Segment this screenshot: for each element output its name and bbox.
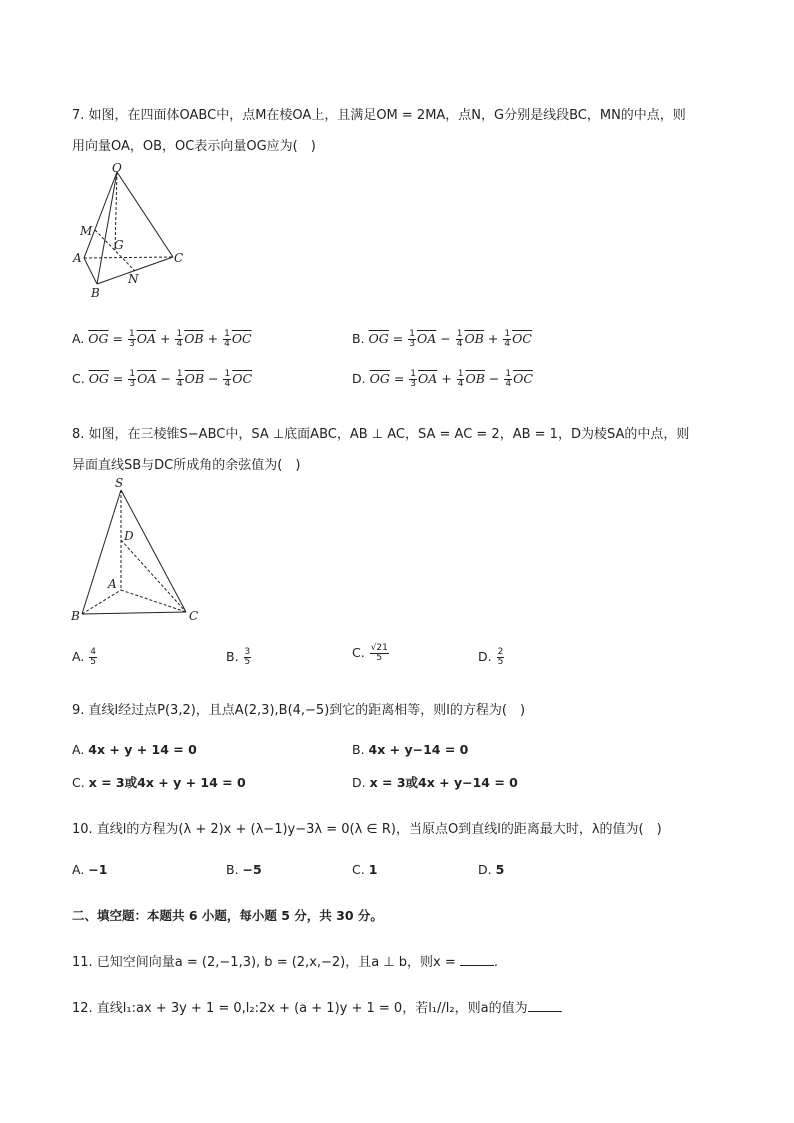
label-A: A xyxy=(108,577,117,591)
q7-tetrahedron-figure xyxy=(70,160,195,305)
q7-option-d[interactable]: D. $\overline{OG}$ = $\frac{1}{3}$ $\overline{OA}$ + $\frac{1}{4}$ $\overline{OB}$ − $\frac{1}{4}$ $\overline{OC}$ xyxy=(352,369,533,389)
q9-option-c[interactable]: C. x = 3或4x + y + 14 = 0 xyxy=(72,775,246,790)
q12-stem: 12. 直线l₁:ax + 3y + 1 = 0,l₂:2x + (a + 1)y + 1 = 0，若l₁//l₂，则a的值为 xyxy=(72,997,562,1016)
label-N: N xyxy=(128,272,139,286)
q7-stem-line1: 7. 如图，在四面体OABC中，点M在棱OA上，且满足OM = 2MA，点N，G分别是线段BC，MN的中点，则 xyxy=(72,108,686,123)
q12-answer-blank[interactable] xyxy=(528,1001,562,1012)
label-C: C xyxy=(174,251,184,265)
label-O: O xyxy=(112,161,122,175)
section-heading-fill-in: 二、填空题：本题共 6 小题，每小题 5 分，共 30 分。 xyxy=(72,908,383,923)
q8-option-a[interactable]: A. $\frac{4}{5}$ xyxy=(72,647,97,667)
label-M: M xyxy=(80,224,93,238)
label-S: S xyxy=(115,476,124,490)
label-G: G xyxy=(114,238,124,252)
q9-option-a[interactable]: A. 4x + y + 14 = 0 xyxy=(72,742,197,757)
q11-answer-blank[interactable] xyxy=(460,955,494,966)
q7-option-b[interactable]: B. $\overline{OG}$ = $\frac{1}{3}$ $\overline{OA}$ − $\frac{1}{4}$ $\overline{OB}$ + $\frac{1}{4}$ $\overline{OC}$ xyxy=(352,329,532,349)
q8-stem-line2: 异面直线SB与DC所成角的余弦值为( ) xyxy=(72,458,301,473)
q9-option-b[interactable]: B. 4x + y−14 = 0 xyxy=(352,742,469,757)
label-B: B xyxy=(71,609,80,623)
q8-option-b[interactable]: B. $\frac{3}{5}$ xyxy=(226,647,251,667)
q10-option-b[interactable]: B. −5 xyxy=(226,862,262,877)
q8-option-d[interactable]: D. $\frac{2}{5}$ xyxy=(478,647,504,667)
label-D: D xyxy=(124,529,134,543)
q10-option-a[interactable]: A. −1 xyxy=(72,862,108,877)
q10-option-c[interactable]: C. 1 xyxy=(352,862,378,877)
q7-option-a[interactable]: A. $\overline{OG}$ = $\frac{1}{3}$ $\overline{OA}$ + $\frac{1}{4}$ $\overline{OB}$ + $\frac{1}{4}$ $\overline{OC}$ xyxy=(72,329,252,349)
label-B: B xyxy=(91,286,100,300)
q7-option-c[interactable]: C. $\overline{OG}$ = $\frac{1}{3}$ $\overline{OA}$ − $\frac{1}{4}$ $\overline{OB}$ − $\frac{1}{4}$ $\overline{OC}$ xyxy=(72,369,253,389)
label-C: C xyxy=(189,609,199,623)
q8-option-c[interactable]: C. $\frac{√21}{5}$ xyxy=(352,643,388,663)
q8-stem-line1: 8. 如图，在三棱锥S−ABC中，SA ⊥底面ABC，AB ⊥ AC，SA = AC = 2，AB = 1，D为棱SA的中点，则 xyxy=(72,427,690,442)
q10-stem: 10. 直线l的方程为(λ + 2)x + (λ−1)y−3λ = 0(λ ∈ R)，当原点O到直线l的距离最大时，λ的值为( ) xyxy=(72,822,662,837)
q10-option-d[interactable]: D. 5 xyxy=(478,862,505,877)
label-A: A xyxy=(73,251,82,265)
q9-stem: 9. 直线l经过点P(3,2)，且点A(2,3),B(4,−5)到它的距离相等，则l的方程为( ) xyxy=(72,703,526,718)
q7-stem-line2: 用向量OA，OB，OC表示向量OG应为( ) xyxy=(72,139,316,154)
q8-pyramid-figure xyxy=(68,472,208,627)
q11-stem: 11. 已知空间向量a = (2,−1,3), b = (2,x,−2)，且a ⊥ b，则x = . xyxy=(72,955,499,970)
q9-option-d[interactable]: D. x = 3或4x + y−14 = 0 xyxy=(352,775,518,790)
